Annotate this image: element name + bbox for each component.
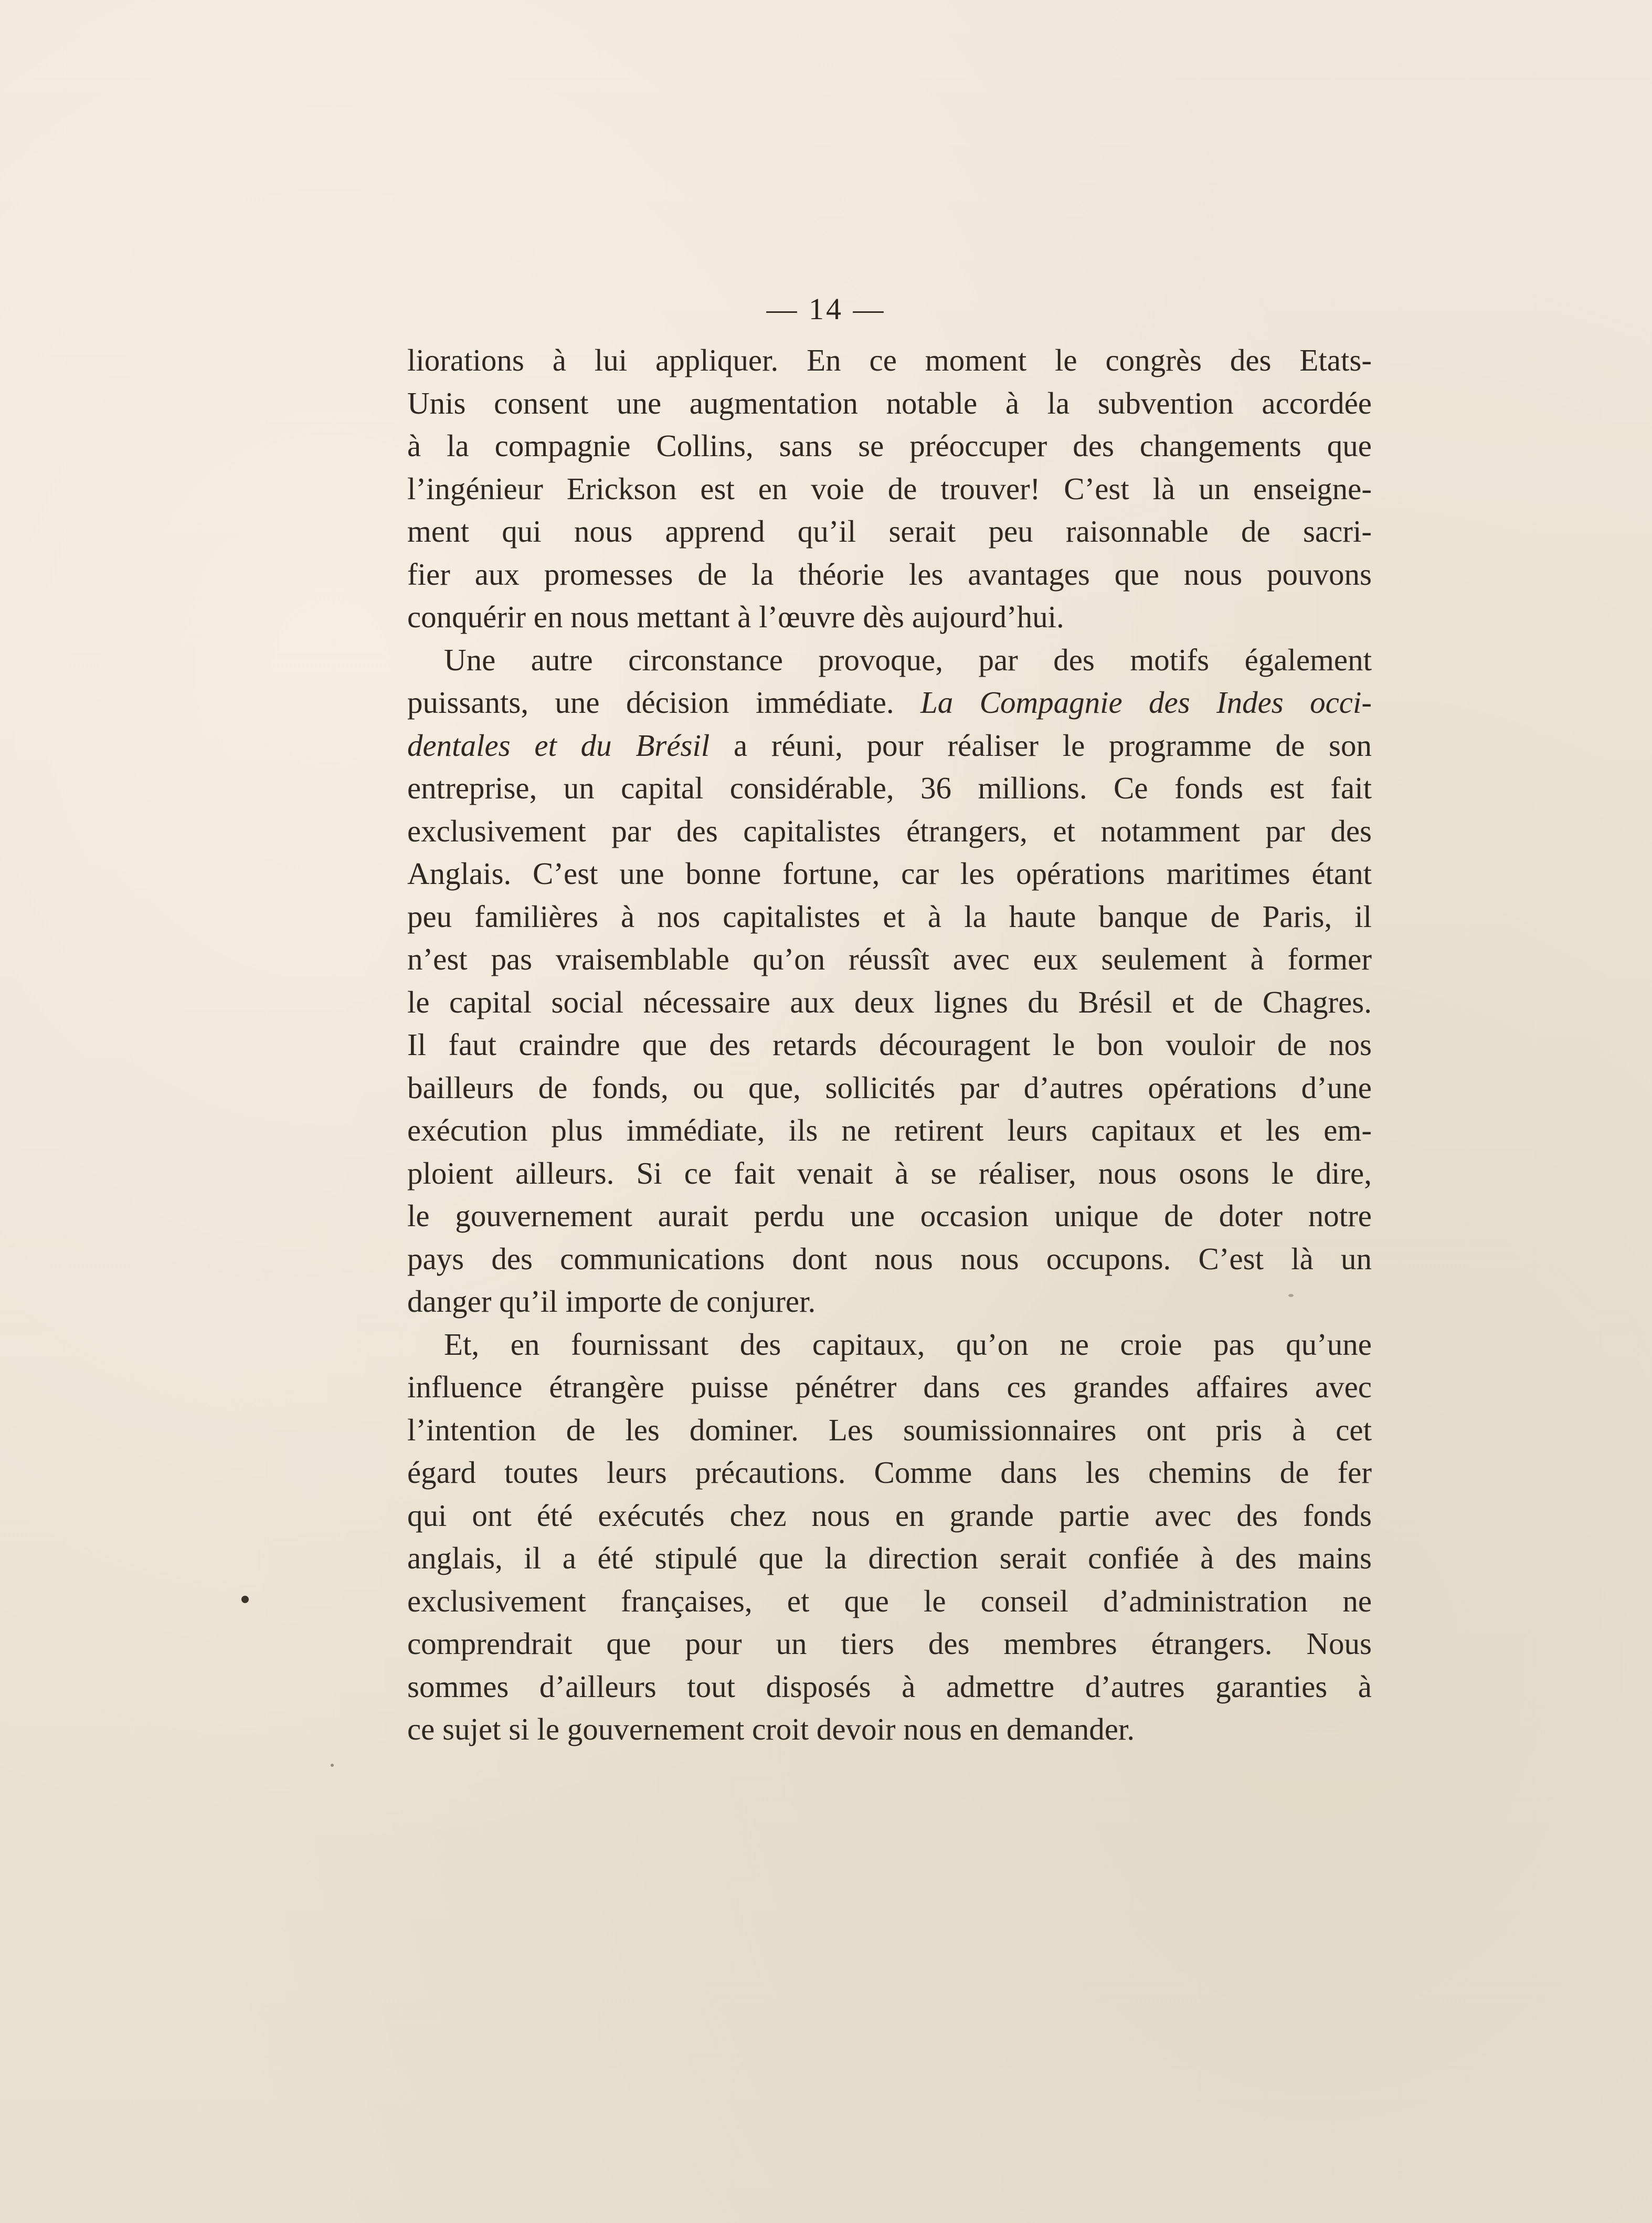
- text-line: [407, 1152, 1372, 1195]
- text-segment: l’intention de les dominer. Les soumissionnaires ont pris à cet: [407, 1412, 1372, 1447]
- italic-text-segment: dentales et du Brésil: [407, 728, 710, 763]
- text-segment: Et, en fournissant des capitaux, qu’on ne croie pas qu’une: [444, 1326, 1372, 1362]
- text-line: [407, 938, 1372, 981]
- text-segment: ment qui nous apprend qu’il serait peu raisonnable de sacri-: [407, 514, 1372, 549]
- text-segment: exécution plus immédiate, ils ne retirent leurs capitaux et les em-: [407, 1113, 1372, 1147]
- text-segment: puissants, une décision immédiate.: [407, 685, 920, 720]
- text-line: [407, 1238, 1372, 1281]
- text-line: [407, 339, 1372, 382]
- text-line: [407, 510, 1372, 553]
- text-segment: entreprise, un capital considérable, 36 millions. Ce fonds est fait: [407, 771, 1372, 805]
- text-line: [407, 425, 1372, 468]
- text-segment: ce sujet si le gouvernement croit devoir nous en demander.: [407, 1712, 1135, 1746]
- text-line: [407, 895, 1372, 939]
- page-number: — 14 —: [766, 292, 886, 326]
- text-segment: pays des communications dont nous nous occupons. C’est là un: [407, 1241, 1372, 1276]
- text-segment: ploient ailleurs. Si ce fait venait à se réaliser, nous osons le dire,: [407, 1155, 1372, 1190]
- text-line: [407, 810, 1372, 853]
- text-segment: le capital social nécessaire aux deux lignes du Brésil et de Chagres.: [407, 984, 1372, 1019]
- text-line: [407, 596, 1372, 639]
- text-segment: n’est pas vraisemblable qu’on réussît avec eux seulement à former: [407, 942, 1372, 976]
- ink-speck: [331, 1764, 334, 1767]
- text-segment: Unis consent une augmentation notable à la subvention accordée: [407, 385, 1372, 420]
- text-segment: à la compagnie Collins, sans se préoccuper des changements que: [407, 428, 1372, 463]
- text-line: [407, 639, 1372, 682]
- text-segment: sommes d’ailleurs tout disposés à admettre d’autres garanties à: [407, 1669, 1372, 1704]
- text-line: [407, 1109, 1372, 1152]
- text-line: [407, 1451, 1372, 1494]
- body-text: [407, 339, 1372, 1751]
- text-line: [407, 1024, 1372, 1067]
- text-segment: liorations à lui appliquer. En ce moment le congrès des Etats-: [407, 343, 1372, 377]
- text-line: [407, 1323, 1372, 1366]
- text-segment: influence étrangère puisse pénétrer dans ces grandes affaires avec: [407, 1369, 1372, 1404]
- text-line: [407, 1666, 1372, 1709]
- text-line: [407, 1067, 1372, 1110]
- text-segment: bailleurs de fonds, ou que, sollicités par d’autres opérations d’une: [407, 1070, 1372, 1105]
- text-line: [407, 852, 1372, 895]
- text-segment: fier aux promesses de la théorie les avantages que nous pouvons: [407, 556, 1372, 592]
- text-line: [407, 1494, 1372, 1537]
- text-line: [407, 981, 1372, 1024]
- text-segment: a réuni, pour réaliser le programme de son: [709, 728, 1372, 763]
- text-segment: Anglais. C’est une bonne fortune, car les opérations maritimes étant: [407, 856, 1372, 891]
- text-segment: l’ingénieur Erickson est en voie de trouver! C’est là un enseigne-: [407, 471, 1372, 506]
- ink-speck: [241, 1596, 249, 1603]
- text-line: [407, 1580, 1372, 1623]
- text-line: [407, 1623, 1372, 1666]
- text-segment: danger qu’il importe de conjurer.: [407, 1284, 816, 1319]
- text-segment: égard toutes leurs précautions. Comme dans les chemins de fer: [407, 1455, 1372, 1490]
- text-line: [407, 382, 1372, 425]
- text-segment: conquérir en nous mettant à l’œuvre dès aujourd’hui.: [407, 599, 1064, 634]
- text-line: [407, 1409, 1372, 1452]
- text-segment: peu familières à nos capitalistes et à la haute banque de Paris, il: [407, 899, 1372, 934]
- text-line: [407, 1708, 1372, 1751]
- text-segment: exclusivement par des capitalistes étrangers, et notamment par des: [407, 813, 1372, 848]
- ink-speck: [1288, 1294, 1294, 1297]
- text-line: [407, 767, 1372, 810]
- text-line: [407, 1366, 1372, 1409]
- text-line: [407, 1195, 1372, 1238]
- text-line: [407, 468, 1372, 511]
- text-line: [407, 724, 1372, 767]
- text-line: [407, 553, 1372, 596]
- text-segment: Une autre circonstance provoque, par des motifs également: [444, 642, 1372, 677]
- italic-text-segment: La Compagnie des Indes occi-: [920, 685, 1372, 720]
- text-line: [407, 681, 1372, 724]
- text-segment: comprendrait que pour un tiers des membres étrangers. Nous: [407, 1626, 1372, 1661]
- text-segment: Il faut craindre que des retards découragent le bon vouloir de nos: [407, 1027, 1372, 1062]
- text-segment: qui ont été exécutés chez nous en grande partie avec des fonds: [407, 1498, 1372, 1533]
- text-line: [407, 1537, 1372, 1580]
- text-line: [407, 1280, 1372, 1323]
- text-segment: le gouvernement aurait perdu une occasion unique de doter notre: [407, 1198, 1372, 1233]
- text-segment: anglais, il a été stipulé que la direction serait confiée à des mains: [407, 1541, 1372, 1575]
- text-segment: exclusivement françaises, et que le conseil d’administration ne: [407, 1583, 1372, 1618]
